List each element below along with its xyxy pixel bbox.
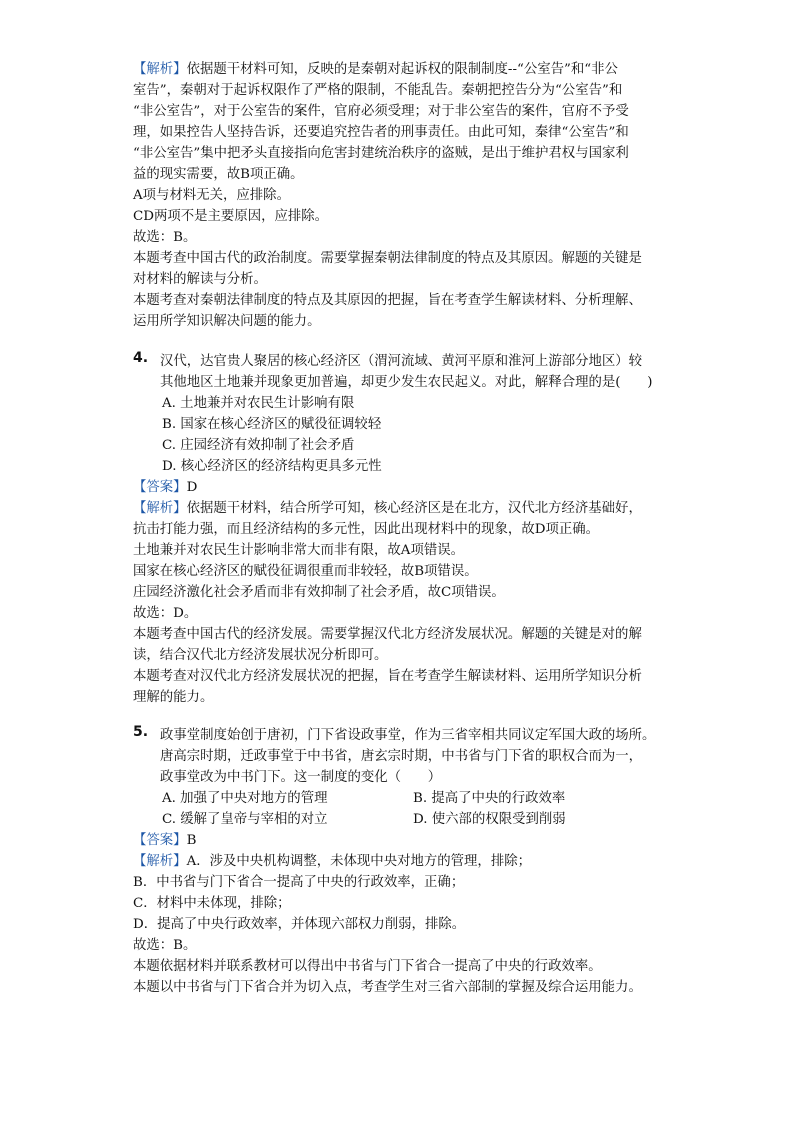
q4-option-d: D. 核心经济区的经济结构更具多元性 <box>162 459 382 474</box>
q5-option-d: D. 使六部的权限受到削弱 <box>413 812 566 827</box>
q5-option-b: B. 提高了中央的行政效率 <box>413 791 566 806</box>
q4-option-c: C. 庄园经济有效抑制了社会矛盾 <box>162 438 355 453</box>
q5-stem-line: 政事堂改为中书门下。这一制度的变化（ ） <box>160 770 442 785</box>
q4-analysis-line: 理解的能力。 <box>133 690 214 705</box>
answer-tag: 【答案】 <box>133 833 187 848</box>
q3-analysis-line: 理，如果控告人坚持告诉，还要追究控告者的刑事责任。由此可知，秦律“公室告”和 <box>133 125 629 140</box>
q4-analysis-line: 故选：D。 <box>133 606 198 621</box>
q5-analysis-line: 本题以中书省与门下省合并为切入点，考查学生对三省六部制的掌握及综合运用能力。 <box>133 980 642 995</box>
q4-analysis-line: 【解析】依据题干材料，结合所学可知，核心经济区是在北方，汉代北方经济基础好， <box>133 501 642 516</box>
q3-analysis-line: 本题考查对秦朝法律制度的特点及其原因的把握，旨在考查学生解读材料、分析理解、 <box>133 293 642 308</box>
q5-analysis-line: 故选：B。 <box>133 938 197 953</box>
q3-analysis-line: “非公室告”集中把矛头直接指向危害封建统治秩序的盗贼，是出于维护君权与国家利 <box>133 146 629 161</box>
q5-stem-line: 政事堂制度始创于唐初，门下省设政事堂，作为三省宰相共同议定军国大政的场所。 <box>160 728 656 743</box>
q5-stem-line: 唐高宗时期，迁政事堂于中书省，唐玄宗时期，中书省与门下省的职权合而为一， <box>160 749 643 764</box>
q3-analysis-line: 对材料的解读与分析。 <box>133 272 267 287</box>
q4-analysis-line: 国家在核心经济区的赋役征调很重而非较轻，故B项错误。 <box>133 564 478 579</box>
q5-analysis-line: B．中书省与门下省合一提高了中央的行政效率，正确； <box>133 875 465 890</box>
q4-analysis-line: 本题考查中国古代的经济发展。需要掌握汉代北方经济发展状况。解题的关键是对的解 <box>133 627 642 642</box>
q3-analysis-line: 室告”，秦朝对于起诉权限作了严格的限制，不能乱告。秦朝把控告分为“公室告”和 <box>133 83 623 98</box>
q5-option-c: C. 缓解了皇帝与宰相的对立 <box>162 812 328 827</box>
question-number: 5. <box>133 724 149 740</box>
q5-analysis-line: 【解析】A．涉及中央机构调整，未体现中央对地方的管理，排除； <box>133 854 531 869</box>
q5-analysis-line: D．提高了中央行政效率，并体现六部权力削弱，排除。 <box>133 917 466 932</box>
q5-analysis-line: C．材料中未体现，排除； <box>133 896 291 911</box>
q4-analysis-line: 土地兼并对农民生计影响非常大而非有限，故A项错误。 <box>133 543 465 558</box>
q4-analysis-line: 庄园经济激化社会矛盾而非有效抑制了社会矛盾，故C项错误。 <box>133 585 505 600</box>
q3-analysis-line: CD两项不是主要原因，应排除。 <box>133 209 329 224</box>
q3-analysis-line: A项与材料无关，应排除。 <box>133 188 290 203</box>
q4-option-a: A. 土地兼并对农民生计影响有限 <box>162 396 355 411</box>
q4-stem-line: 其他地区土地兼并现象更加普遍，却更少发生农民起义。对此，解释合理的是( ) <box>160 375 653 390</box>
q4-analysis-line: 本题考查对汉代北方经济发展状况的把握，旨在考查学生解读材料、运用所学知识分析 <box>133 669 642 684</box>
q3-analysis-line: “非公室告”，对于公室告的案件，官府必须受理；对于非公室告的案件，官府不予受 <box>133 104 629 119</box>
answer-tag: 【答案】 <box>133 480 187 495</box>
q4-analysis-line: 读，结合汉代北方经济发展状况分析即可。 <box>133 648 388 663</box>
q4-option-b: B. 国家在核心经济区的赋役征调较轻 <box>162 417 382 432</box>
q3-analysis-line: 运用所学知识解决问题的能力。 <box>133 314 321 329</box>
q3-analysis-line: 故选：B。 <box>133 230 197 245</box>
q5-analysis-line: 本题依据材料并联系教材可以得出中书省与门下省合一提高了中央的行政效率。 <box>133 959 602 974</box>
analysis-tag: 【解析】 <box>133 62 187 77</box>
q5-option-a: A. 加强了中央对地方的管理 <box>162 791 328 806</box>
q3-analysis-line: 【解析】依据题干材料可知，反映的是秦朝对起诉权的限制制度--“公室告”和“非公 <box>133 62 618 77</box>
q4-answer: 【答案】D <box>133 480 198 495</box>
analysis-tag: 【解析】 <box>133 501 187 516</box>
analysis-tag: 【解析】 <box>133 854 187 869</box>
q4-analysis-line: 抗击打能力强，而且经济结构的多元性，因此出现材料中的现象，故D项正确。 <box>133 522 600 537</box>
q4-stem-line: 汉代，达官贵人聚居的核心经济区（渭河流域、黄河平原和淮河上游部分地区）较 <box>160 354 643 369</box>
question-number: 4. <box>133 350 149 366</box>
q3-analysis-line: 本题考查中国古代的政治制度。需要掌握秦朝法律制度的特点及其原因。解题的关键是 <box>133 251 642 266</box>
q3-analysis-line: 益的现实需要，故B项正确。 <box>133 167 304 182</box>
q5-answer: 【答案】B <box>133 833 197 848</box>
